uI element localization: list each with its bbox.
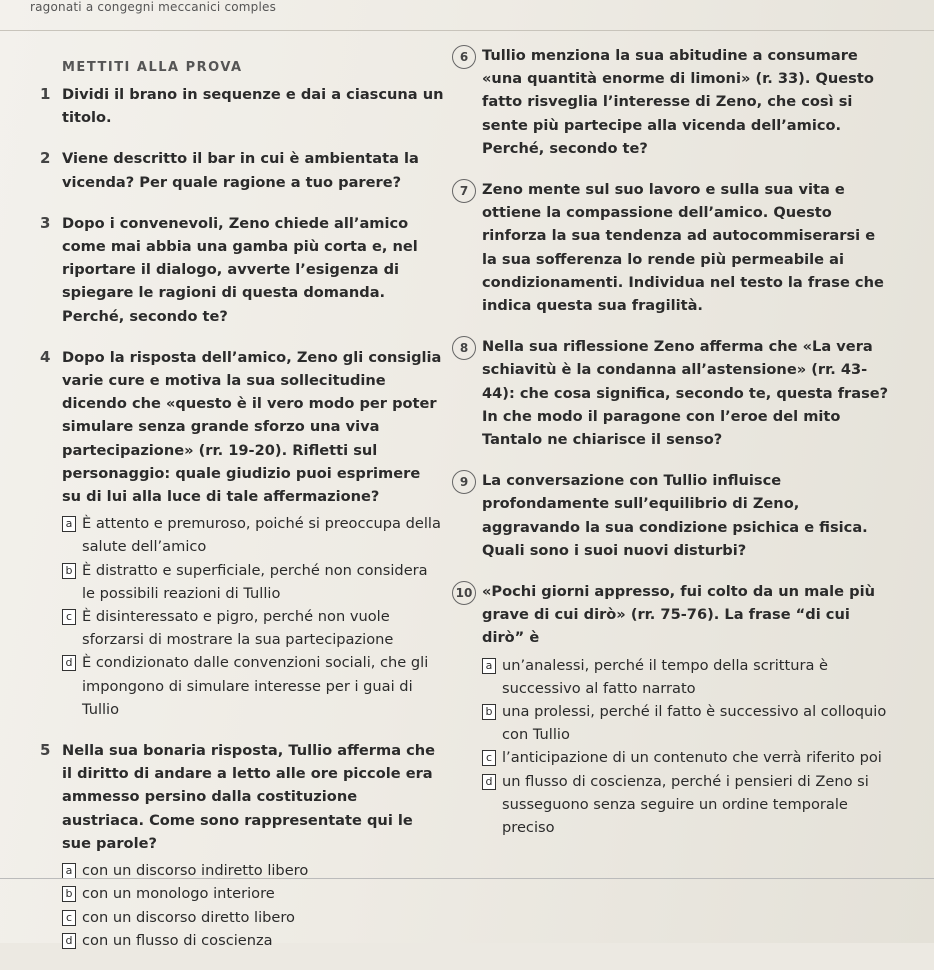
question-text: Nella sua bonaria risposta, Tullio afferma che il diritto di andare a letto alle ore piccole era ammesso persino dalla costituzione austriaca. Come sono rappresentate qui le sue parole?	[62, 742, 436, 852]
question-9	[454, 469, 894, 562]
option-letter-box[interactable]: d	[62, 933, 76, 949]
question-5	[34, 739, 444, 952]
option-text: un flusso di coscienza, perché i pensieri di Zeno si susseguono senza seguire un ordine temporale preciso	[502, 772, 869, 837]
option-text: una prolessi, perché il fatto è successivo al colloquio con Tullio	[502, 703, 887, 744]
answer-option[interactable]	[62, 906, 444, 929]
option-letter-box[interactable]: a	[62, 863, 76, 879]
option-text: l’anticipazione di un contenuto che verrà riferito poi	[502, 749, 882, 767]
question-10	[454, 580, 894, 839]
option-letter-box[interactable]: a	[482, 658, 496, 674]
question-number: 4	[40, 347, 51, 366]
question-text: Zeno mente sul suo lavoro e sulla sua vita e ottiene la compassione dell’amico. Questo rinforza la sua tendenza ad autocommiserarsi e la sua sofferenza lo rende più permeabile ai condizionamenti. Individua nel testo la frase che indica questa sua fragilità.	[482, 181, 884, 315]
question-number: 8	[452, 336, 476, 360]
option-text: con un discorso diretto libero	[82, 908, 295, 926]
option-text: È attento e premuroso, poiché si preoccupa della salute dell’amico	[82, 515, 441, 556]
option-text: con un flusso di coscienza	[82, 931, 273, 949]
question-text: La conversazione con Tullio influisce profondamente sull’equilibrio di Zeno, aggravando la sua condizione psichica e fisica. Quali sono i suoi nuovi disturbi?	[482, 472, 868, 559]
top-divider	[0, 30, 934, 31]
option-text: con un monologo interiore	[82, 885, 275, 903]
question-6	[454, 44, 894, 160]
option-letter-box[interactable]: b	[62, 563, 76, 579]
question-text: Dividi il brano in sequenze e dai a ciascuna un titolo.	[62, 86, 444, 127]
option-letter-box[interactable]: c	[482, 750, 496, 766]
option-text: È condizionato dalle convenzioni sociali, che gli impongono di simulare interesse per i guai di Tullio	[82, 654, 429, 718]
bottom-divider	[0, 878, 934, 879]
question-3	[34, 212, 444, 328]
question-text: Viene descritto il bar in cui è ambientata la vicenda? Per quale ragione a tuo parere?	[62, 150, 419, 191]
question-4	[34, 346, 444, 721]
question-1	[34, 83, 444, 129]
answer-option[interactable]	[482, 746, 894, 769]
left-column	[34, 83, 444, 970]
question-2	[34, 147, 444, 193]
question-number: 3	[40, 213, 51, 232]
answer-options	[482, 654, 894, 840]
option-text: È disinteressato e pigro, perché non vuole sforzarsi di mostrare la sua partecipazione	[82, 608, 394, 649]
answer-option[interactable]	[62, 882, 444, 905]
question-text: Nella sua riflessione Zeno afferma che «La vera schiavitù è la condanna all’astensione» (rr. 43-44): che cosa significa, secondo te, questa frase? In che modo il paragone con l’eroe del mito Tantalo ne chiarisce il senso?	[482, 338, 889, 449]
right-column	[454, 44, 894, 857]
option-text: un’analessi, perché il tempo della scrittura è successivo al fatto narrato	[502, 656, 829, 697]
answer-options	[62, 512, 444, 721]
section-title: METTITI ALLA PROVA	[62, 60, 243, 75]
answer-option[interactable]	[62, 605, 444, 651]
option-letter-box[interactable]: a	[62, 516, 76, 532]
option-letter-box[interactable]: b	[62, 886, 76, 902]
option-letter-box[interactable]: c	[62, 609, 76, 625]
question-8	[454, 335, 894, 451]
option-text: con un discorso indiretto libero	[82, 862, 309, 880]
question-text: Dopo i convenevoli, Zeno chiede all’amico come mai abbia una gamba più corta e, nel riportare il dialogo, avverte l’esigenza di spiegare le ragioni di questa domanda. Perché, secondo te?	[62, 214, 418, 325]
question-text: «Pochi giorni appresso, fui colto da un male più grave di cui dirò» (rr. 75-76). La frase “di cui dirò” è	[482, 583, 875, 647]
answer-option[interactable]	[482, 654, 894, 700]
question-text: Tullio menziona la sua abitudine a consumare «una quantità enorme di limoni» (r. 33). Questo fatto risveglia l’interesse di Zeno, che così si sente più partecipe alla vicenda dell’amico. Perché, secondo te?	[482, 47, 874, 157]
option-text: È distratto e superficiale, perché non considera le possibili reazioni di Tullio	[82, 561, 428, 602]
question-number: 10	[452, 581, 476, 605]
option-letter-box[interactable]: d	[482, 774, 496, 790]
answer-options	[62, 859, 444, 952]
answer-option[interactable]	[62, 512, 444, 558]
running-head: ragonati a congegni meccanici comples	[30, 0, 277, 14]
answer-option[interactable]	[62, 559, 444, 605]
question-number: 1	[40, 85, 51, 103]
answer-option[interactable]	[482, 700, 894, 746]
question-number: 6	[452, 45, 476, 69]
answer-option[interactable]	[62, 651, 444, 721]
option-letter-box[interactable]: b	[482, 704, 496, 720]
answer-option[interactable]	[482, 770, 894, 840]
question-number: 5	[40, 741, 51, 760]
question-text: Dopo la risposta dell’amico, Zeno gli consiglia varie cure e motiva la sua sollecitudine dicendo che «questo è il vero modo per poter simulare senza grande sforzo una viva partecipazione» (rr. 19-20). Rifletti sul personaggio: quale giudizio puoi esprimere su di lui alla luce di tale affermazione?	[62, 348, 442, 506]
option-letter-box[interactable]: c	[62, 910, 76, 926]
question-number: 9	[452, 470, 476, 494]
question-number: 7	[452, 179, 476, 203]
question-number: 2	[40, 149, 51, 168]
option-letter-box[interactable]: d	[62, 655, 76, 671]
question-7	[454, 178, 894, 317]
answer-option[interactable]	[62, 929, 444, 952]
